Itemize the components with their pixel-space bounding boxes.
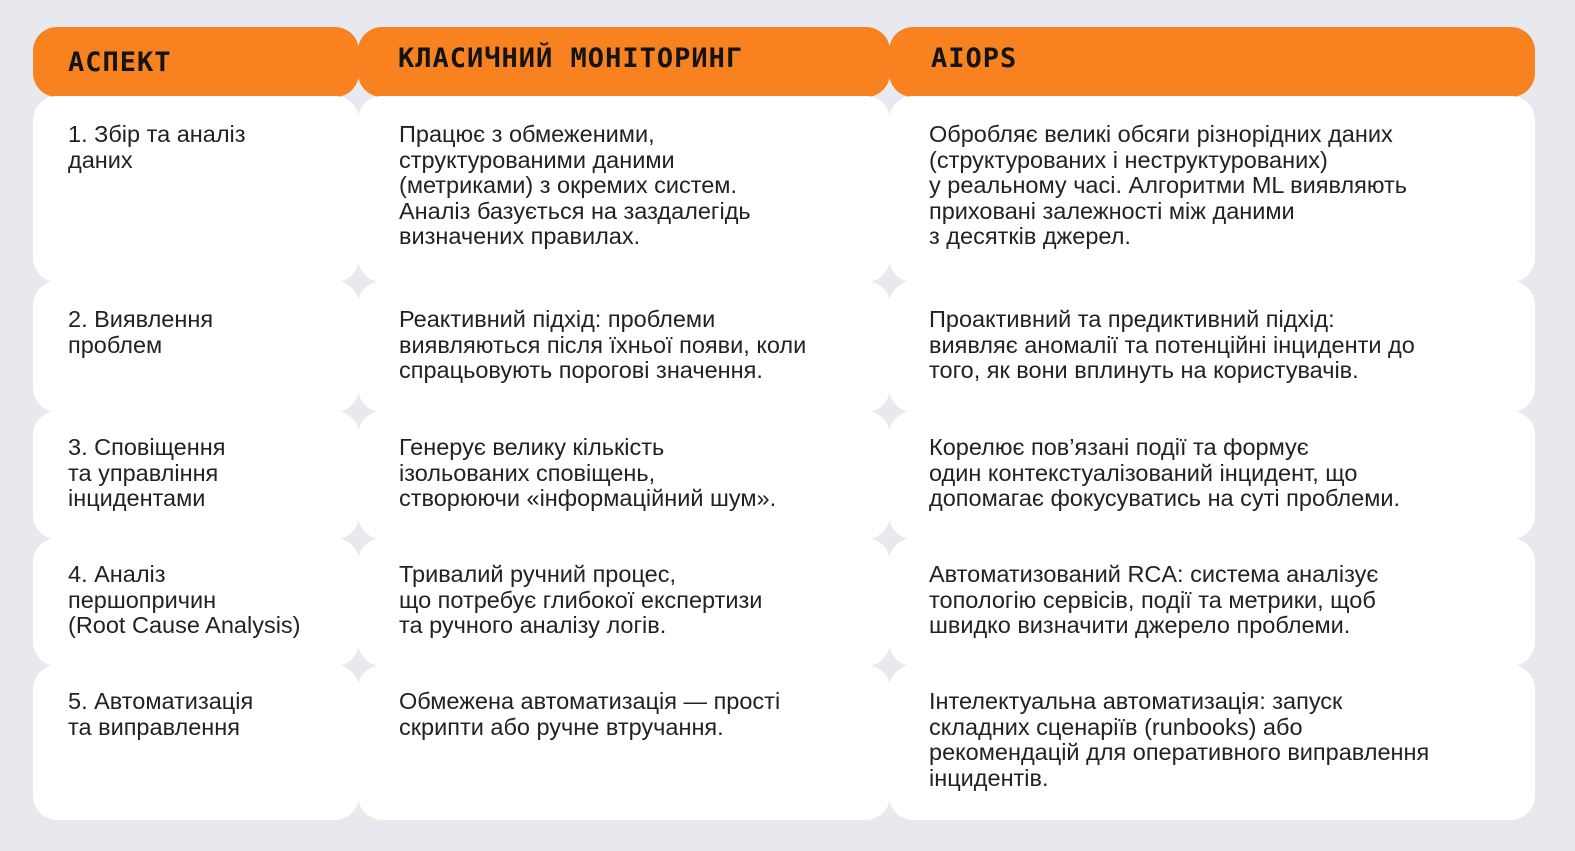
row-2-aiops: Проактивний та предиктивний підхід: виявляє аномалії та потенційні інциденти до того, як вони вплинуть на користувачів. (889, 281, 1535, 412)
header-aspect: АСПЕКТ (33, 27, 359, 97)
header-classic-monitoring: КЛАСИЧНИЙ МОНІТОРИНГ (358, 27, 890, 97)
row-5-aiops: Інтелектуальна автоматизація: запуск складних сценаріїв (runbooks) або рекомендацій для оперативного виправлення інцидентів. (889, 665, 1535, 820)
row-3-aspect: 3. Сповіщення та управління інцидентами (33, 411, 359, 539)
row-2-aspect: 2. Виявлення проблем (33, 281, 359, 412)
row-1-aiops: Обробляє великі обсяги різнорідних даних (структурованих і неструктурованих) у реальному часі. Алгоритми ML виявляють приховані залежності між даними з десятків джерел. (889, 96, 1535, 282)
row-4-classic: Тривалий ручний процес, що потребує глибокої експертизи та ручного аналізу логів. (358, 538, 890, 666)
header-aiops: AIOPS (889, 27, 1535, 97)
row-3-classic: Генерує велику кількість ізольованих сповіщень, створюючи «інформаційний шум». (358, 411, 890, 539)
row-5-classic: Обмежена автоматизація — прості скрипти або ручне втручання. (358, 665, 890, 820)
row-1-aspect: 1. Збір та аналіз даних (33, 96, 359, 282)
row-5-aspect: 5. Автоматизація та виправлення (33, 665, 359, 820)
row-1-classic: Працює з обмеженими, структурованими даними (метриками) з окремих систем. Аналіз базується на заздалегідь визначених правилах. (358, 96, 890, 282)
row-4-aiops: Автоматизований RCA: система аналізує топологію сервісів, події та метрики, щоб швидко визначити джерело проблеми. (889, 538, 1535, 666)
row-3-aiops: Корелює пов’язані події та формує один контекстуалізований інцидент, що допомагає фокусуватись на суті проблеми. (889, 411, 1535, 539)
row-2-classic: Реактивний підхід: проблеми виявляються після їхньої появи, коли спрацьовують порогові значення. (358, 281, 890, 412)
row-4-aspect: 4. Аналіз першопричин (Root Cause Analysis) (33, 538, 359, 666)
